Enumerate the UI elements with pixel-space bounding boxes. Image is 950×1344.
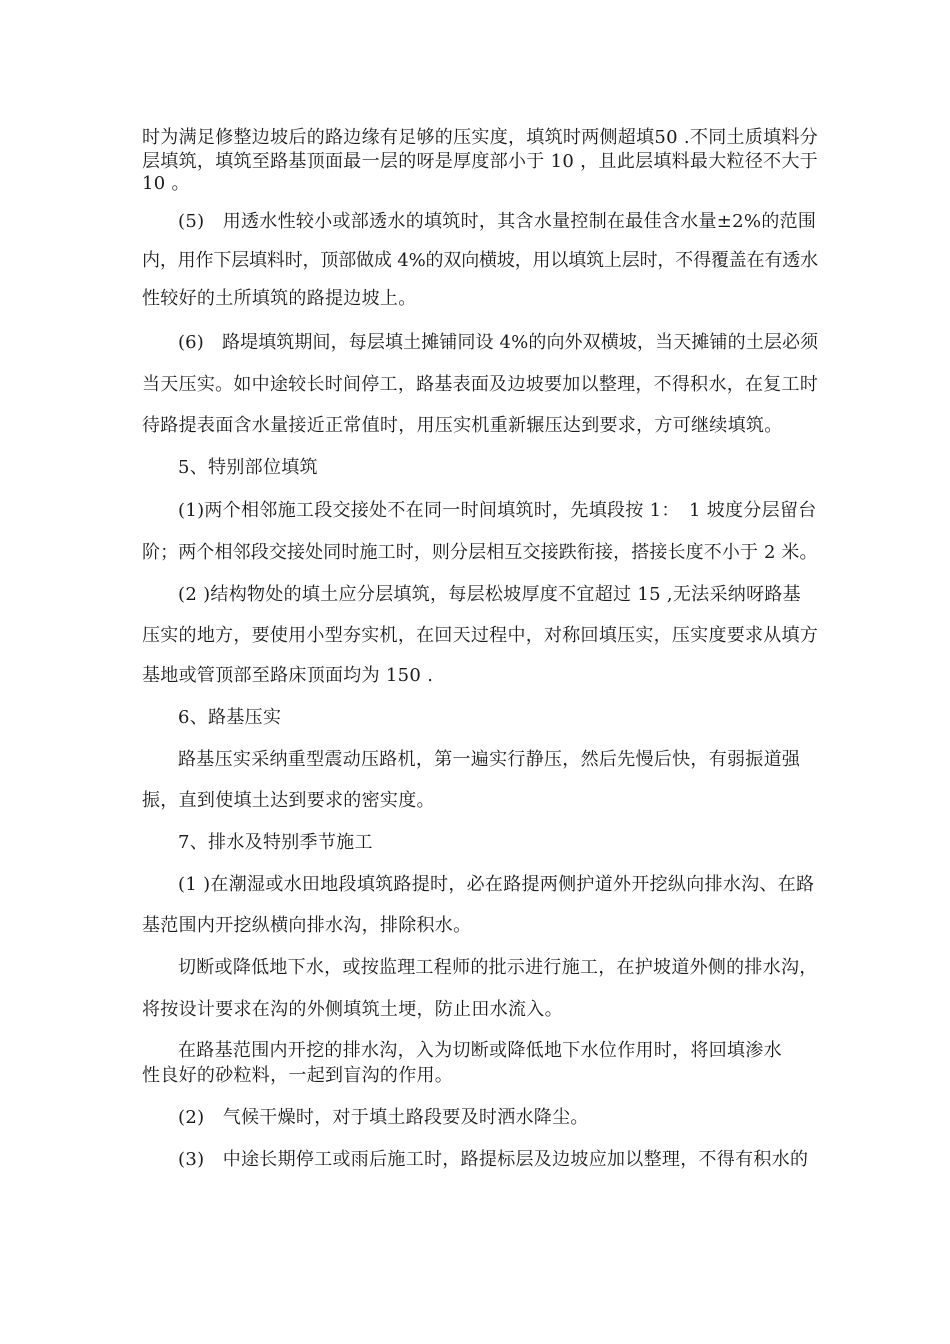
text-line: (5) 用透水性较小或部透水的填筑时，其含水量控制在最佳含水量±2%的范围 <box>178 211 817 232</box>
text-line: 将按设计要求在沟的外侧填筑土埂，防止田水流入。 <box>142 999 563 1020</box>
text-line: (1 )在潮湿或水田地段填筑路提时，必在路提两侧护道外开挖纵向排水沟、在路 <box>178 874 815 895</box>
text-line: (2) 气候干燥时，对于填土路段要及时洒水降尘。 <box>178 1107 589 1128</box>
text-line: (3) 中途长期停工或雨后施工时，路提标层及边坡应加以整理，不得有积水的 <box>178 1149 809 1170</box>
text-line: 基地或管顶部至路床顶面均为 150 . <box>142 665 434 686</box>
section-heading: 5、特别部位填筑 <box>178 457 318 478</box>
text-line: 振，直到使填土达到要求的密实度。 <box>142 790 435 811</box>
text-line: 性良好的砂粒料，一起到盲沟的作用。 <box>142 1065 454 1086</box>
text-line: 当天压实。如中途较长时间停工，路基表面及边坡要加以整理，不得积水，在复工时 <box>142 374 819 395</box>
text-line: (6) 路堤填筑期间，每层填土摊铺同设 4%的向外双横坡，当天摊铺的土层必须 <box>178 332 819 353</box>
section-heading: 7、排水及特别季节施工 <box>178 832 373 853</box>
text-line: (1)两个相邻施工段交接处不在同一时间填筑时，先填段按 1： 1 坡度分层留台 <box>178 500 817 521</box>
text-line: 切断或降低地下水，或按监理工程师的批示进行施工，在护坡道外侧的排水沟， <box>178 957 818 978</box>
text-line: 层填筑，填筑至路基顶面最一层的呀是厚度部小于 10 ，且此层填料最大粒径不大于 <box>142 151 819 172</box>
text-line: (2 )结构物处的填土应分层填筑，每层松坡厚度不宜超过 15 ,无法采纳呀路基 <box>178 584 801 605</box>
text-line: 路基压实采纳重型震动压路机，第一遍实行静压，然后先慢后快，有弱振道强 <box>178 749 801 770</box>
text-line: 阶；两个相邻段交接处同时施工时，则分层相互交接跌衔接，搭接长度不小于 2 米。 <box>142 542 818 563</box>
text-line: 性较好的土所填筑的路提边坡上。 <box>142 288 417 309</box>
text-line: 在路基范围内开挖的排水沟，入为切断或降低地下水位作用时，将回填渗水 <box>178 1040 782 1061</box>
text-line: 压实的地方，要使用小型夯实机，在回天过程中，对称回填压实，压实度要求从填方 <box>142 625 819 646</box>
text-line: 基范围内开挖纵横向排水沟，排除积水。 <box>142 915 472 936</box>
section-heading: 6、路基压实 <box>178 707 282 728</box>
text-line: 10 。 <box>142 173 190 194</box>
text-line: 待路提表面含水量接近正常值时，用压实机重新辗压达到要求，方可继续填筑。 <box>142 415 783 436</box>
text-line: 内，用作下层填料时，顶部做成 4%的双向横坡，用以填筑上层时，不得覆盖在有透水 <box>142 250 818 271</box>
text-line: 时为满足修整边坡后的路边缘有足够的压实度，填筑时两侧超填50 .不同土质填料分 <box>142 127 819 148</box>
